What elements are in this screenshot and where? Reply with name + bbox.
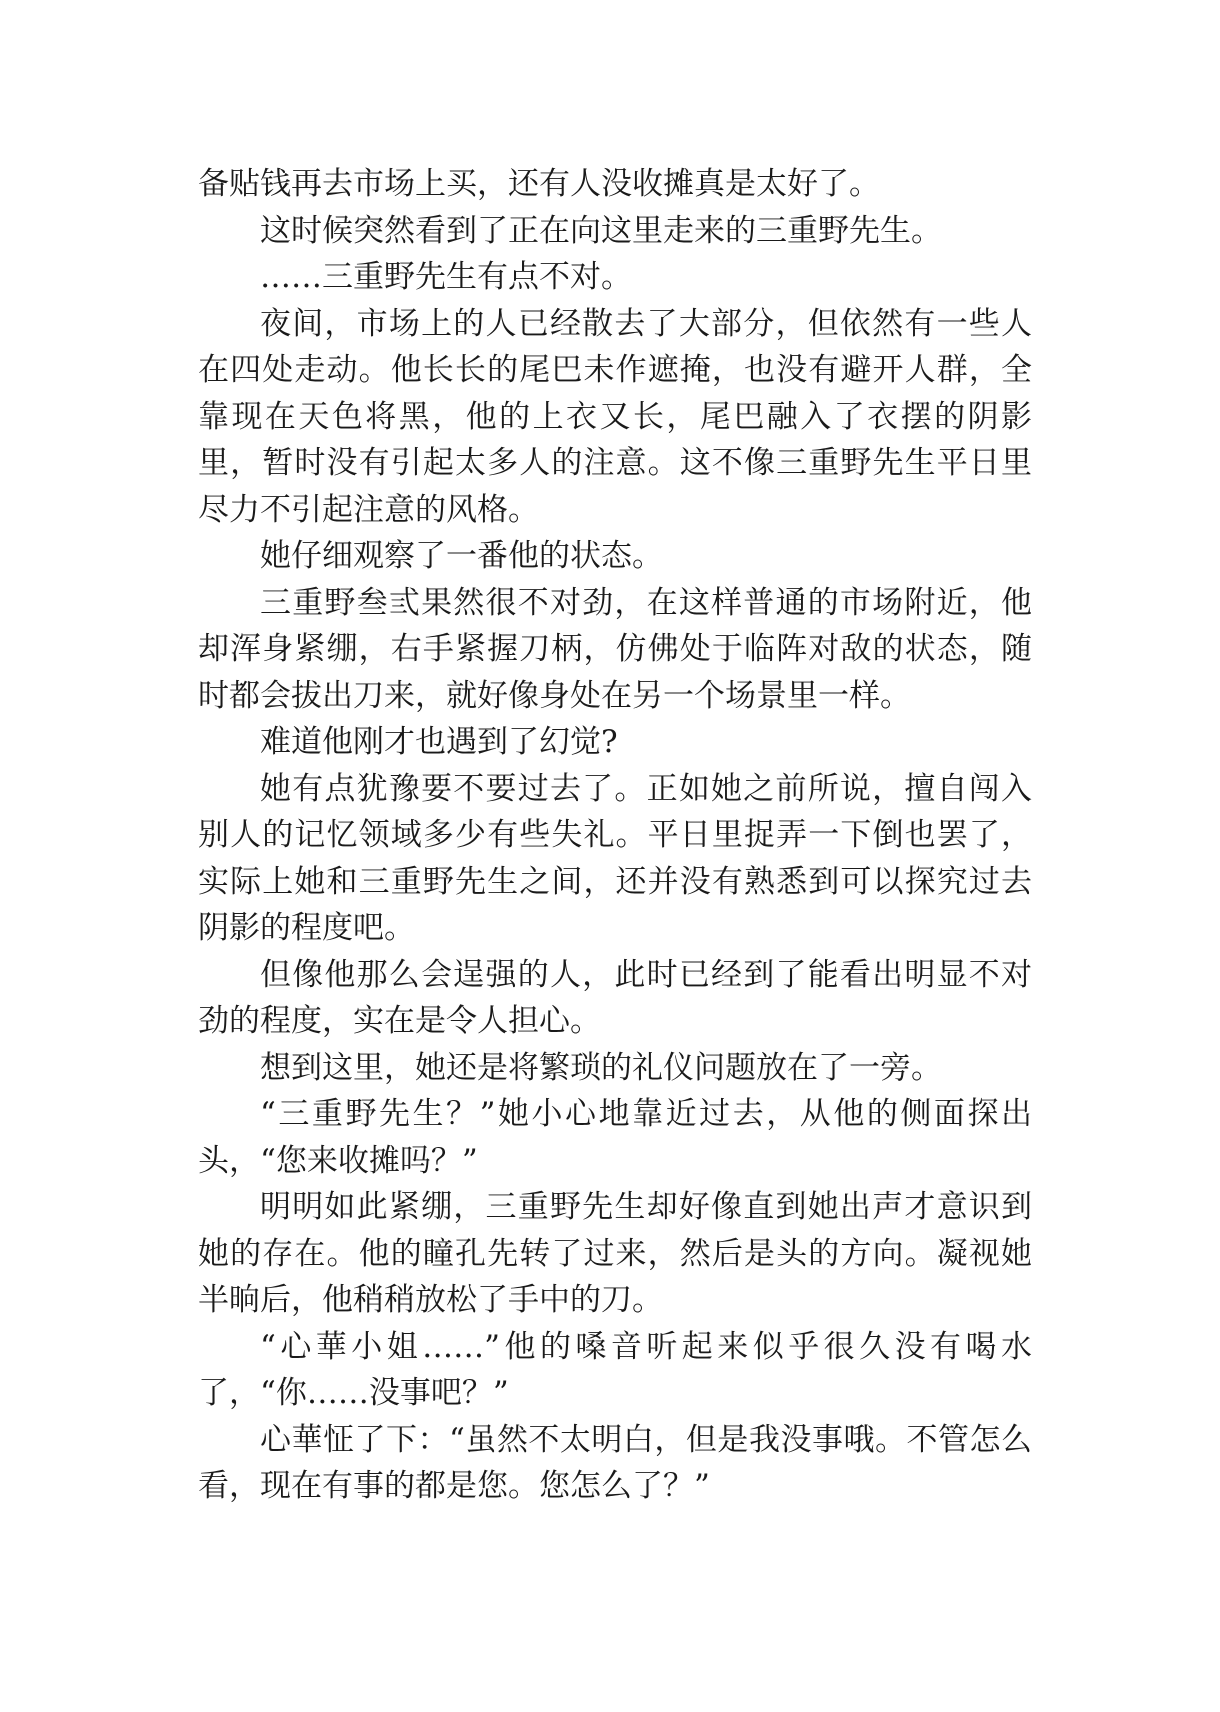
paragraph: 但像他那么会逞强的人，此时已经到了能看出明显不对劲的程度，实在是令人担心。 — [198, 956, 1032, 1039]
paragraph: 明明如此紧绷，三重野先生却好像直到她出声才意识到她的存在。他的瞳孔先转了过来，然后是头的方向。凝视她半晌后，他稍稍放松了手中的刀。 — [198, 1189, 1032, 1318]
paragraph: ……三重野先生有点不对。 — [260, 259, 632, 295]
paragraph: 夜间，市场上的人已经散去了大部分，但依然有一些人在四处走动。他长长的尾巴未作遮掩，也没有避开人群，全靠现在天色将黑，他的上衣又长，尾巴融入了衣摆的阴影里，暂时没有引起太多人的注意。这不像三重野先生平日里尽力不引起注意的风格。 — [198, 305, 1032, 528]
paragraph: 她有点犹豫要不要过去了。正如她之前所说，擅自闯入别人的记忆领域多少有些失礼。平日里捉弄一下倒也罢了，实际上她和三重野先生之间，还并没有熟悉到可以探究过去阴影的程度吧。 — [198, 770, 1032, 946]
paragraph: 备贴钱再去市场上买，还有人没收摊真是太好了。 — [198, 166, 880, 202]
paragraph: 难道他刚才也遇到了幻觉? — [260, 724, 618, 760]
paragraph: 三重野叁弎果然很不对劲，在这样普通的市场附近，他却浑身紧绷，右手紧握刀柄，仿佛处于临阵对敌的状态，随时都会拔出刀来，就好像身处在另一个场景里一样。 — [198, 584, 1032, 714]
paragraph: 这时候突然看到了正在向这里走来的三重野先生。 — [260, 212, 942, 249]
paragraph: 想到这里，她还是将繁琐的礼仪问题放在了一旁。 — [260, 1049, 942, 1086]
paragraph: “心華小姐……”他的嗓音听起来似乎很久没有喝水了，“你……没事吧？” — [198, 1328, 1032, 1411]
paragraph: 心華怔了下：“虽然不太明白，但是我没事哦。不管怎么看，现在有事的都是您。您怎么了？” — [198, 1421, 1032, 1504]
document-page — [198, 161, 1032, 1510]
paragraph: “三重野先生？”她小心地靠近过去，从他的侧面探出头，“您来收摊吗？” — [198, 1096, 1032, 1179]
paragraph: 她仔细观察了一番他的状态。 — [260, 538, 663, 574]
